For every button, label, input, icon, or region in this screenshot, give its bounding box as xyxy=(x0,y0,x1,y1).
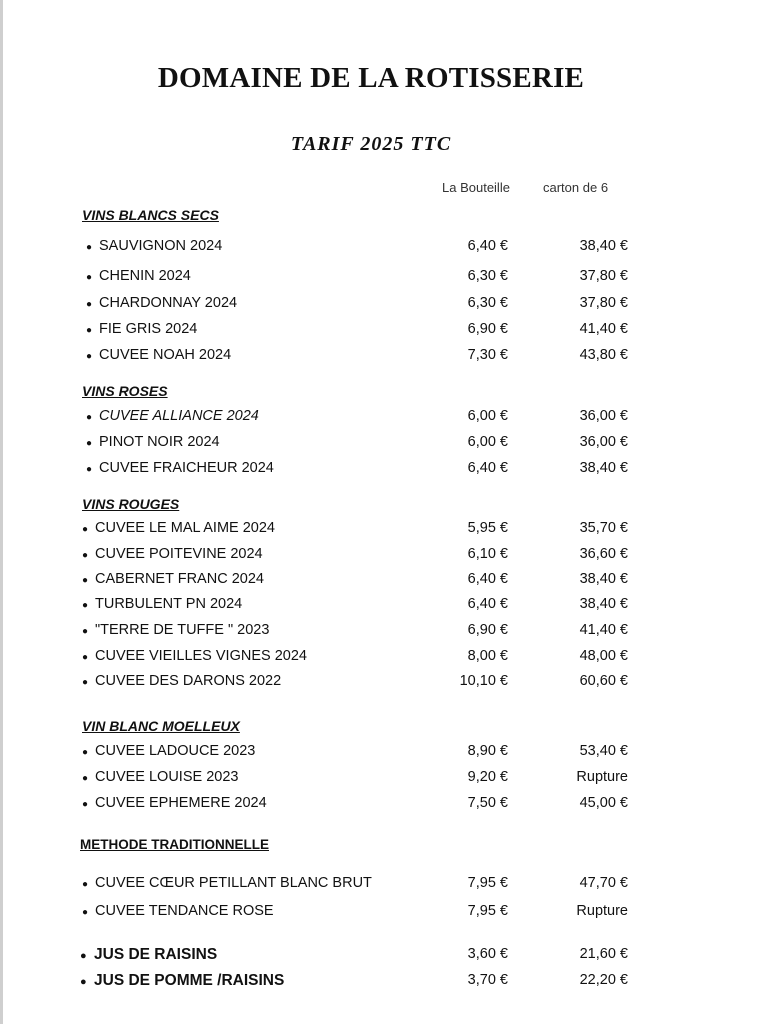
wine-row xyxy=(0,743,776,765)
wine-row xyxy=(0,673,776,695)
bullet-icon: ● xyxy=(82,677,89,688)
wine-row xyxy=(0,238,776,260)
bottle-price: 5,95 € xyxy=(467,520,508,536)
bullet-icon: ● xyxy=(86,242,93,253)
wine-row xyxy=(0,571,776,593)
carton-price: 36,00 € xyxy=(579,434,628,450)
wine-name: CUVEE FRAICHEUR 2024 xyxy=(99,460,274,476)
wine-row xyxy=(0,460,776,482)
carton-price: 41,40 € xyxy=(579,622,628,638)
bottle-price: 7,95 € xyxy=(467,875,508,891)
bottle-price: 10,10 € xyxy=(459,673,508,689)
wine-row xyxy=(0,769,776,791)
bottle-price: 6,40 € xyxy=(467,571,508,587)
wine-name: CUVEE LOUISE 2023 xyxy=(95,769,239,785)
wine-row xyxy=(0,546,776,568)
wine-name: CUVEE EPHEMERE 2024 xyxy=(95,795,267,811)
price-list-subtitle: TARIF 2025 TTC xyxy=(290,133,452,155)
wine-name: CUVEE TENDANCE ROSE xyxy=(95,903,274,919)
wine-row xyxy=(0,795,776,817)
carton-price: 22,20 € xyxy=(579,972,628,988)
bottle-price: 3,70 € xyxy=(467,972,508,988)
wine-name: CUVEE LE MAL AIME 2024 xyxy=(95,520,275,536)
carton-price: 36,60 € xyxy=(579,546,628,562)
wine-name: CUVEE ALLIANCE 2024 xyxy=(99,408,259,424)
bottle-price: 6,10 € xyxy=(467,546,508,562)
wine-name: "TERRE DE TUFFE " 2023 xyxy=(95,622,270,638)
column-header-bottle: La Bouteille xyxy=(442,180,510,195)
bullet-icon: ● xyxy=(82,773,89,784)
juice-row xyxy=(0,946,776,968)
section-title-roses: VINS ROSES xyxy=(82,383,168,399)
juice-row xyxy=(0,972,776,994)
carton-price: Rupture xyxy=(576,903,628,919)
juice-name: JUS DE RAISINS xyxy=(94,946,218,963)
bottle-price: 6,40 € xyxy=(467,238,508,254)
wine-name: CHARDONNAY 2024 xyxy=(99,295,238,311)
bottle-price: 7,95 € xyxy=(467,903,508,919)
bottle-price: 6,40 € xyxy=(467,596,508,612)
bullet-icon: ● xyxy=(82,907,89,918)
wine-name: SAUVIGNON 2024 xyxy=(99,238,223,254)
carton-price: 60,60 € xyxy=(579,673,628,689)
bullet-icon: ● xyxy=(86,272,93,283)
bullet-icon: ● xyxy=(82,799,89,810)
wine-name: CUVEE POITEVINE 2024 xyxy=(95,546,263,562)
wine-name: CUVEE NOAH 2024 xyxy=(99,347,232,363)
carton-price: 37,80 € xyxy=(579,295,628,311)
bottle-price: 6,30 € xyxy=(467,295,508,311)
wine-row xyxy=(0,520,776,542)
bullet-icon: ● xyxy=(86,325,93,336)
carton-price: 36,00 € xyxy=(579,408,628,424)
carton-price: 37,80 € xyxy=(579,268,628,284)
bottle-price: 9,20 € xyxy=(467,769,508,785)
wine-row xyxy=(0,321,776,343)
bullet-icon: ● xyxy=(86,438,93,449)
wine-row xyxy=(0,434,776,456)
bottle-price: 8,00 € xyxy=(467,648,508,664)
page-title: DOMAINE DE LA ROTISSERIE xyxy=(157,62,585,94)
wine-row xyxy=(0,268,776,290)
bullet-icon: ● xyxy=(82,550,89,561)
wine-row xyxy=(0,295,776,317)
juice-name: JUS DE POMME /RAISINS xyxy=(94,972,285,989)
bottle-price: 7,30 € xyxy=(467,347,508,363)
column-header-carton: carton de 6 xyxy=(543,180,609,195)
bullet-icon: ● xyxy=(82,524,89,535)
bullet-icon: ● xyxy=(86,351,93,362)
carton-price: 48,00 € xyxy=(579,648,628,664)
carton-price: 38,40 € xyxy=(579,460,628,476)
carton-price: 38,40 € xyxy=(579,571,628,587)
bullet-icon: ● xyxy=(82,879,89,890)
carton-price: 21,60 € xyxy=(579,946,628,962)
bullet-icon: ● xyxy=(82,747,89,758)
wine-name: PINOT NOIR 2024 xyxy=(99,434,220,450)
carton-price: 43,80 € xyxy=(579,347,628,363)
wine-name: CABERNET FRANC 2024 xyxy=(95,571,264,587)
wine-row xyxy=(0,408,776,430)
bullet-icon: ● xyxy=(82,652,89,663)
bullet-icon: ● xyxy=(80,950,87,962)
bottle-price: 6,00 € xyxy=(467,408,508,424)
wine-row xyxy=(0,648,776,670)
bottle-price: 6,00 € xyxy=(467,434,508,450)
bullet-icon: ● xyxy=(86,299,93,310)
carton-price: 35,70 € xyxy=(579,520,628,536)
carton-price: 47,70 € xyxy=(579,875,628,891)
wine-name: TURBULENT PN 2024 xyxy=(95,596,243,612)
bottle-price: 6,90 € xyxy=(467,622,508,638)
bullet-icon: ● xyxy=(80,976,87,988)
wine-name: CUVEE DES DARONS 2022 xyxy=(95,673,282,689)
bottle-price: 7,50 € xyxy=(467,795,508,811)
bottle-price: 6,30 € xyxy=(467,268,508,284)
section-title-blancs: VINS BLANCS SECS xyxy=(82,207,219,223)
bullet-icon: ● xyxy=(86,464,93,475)
carton-price: Rupture xyxy=(576,769,628,785)
bottle-price: 3,60 € xyxy=(467,946,508,962)
wine-name: CUVEE VIEILLES VIGNES 2024 xyxy=(95,648,307,664)
wine-row xyxy=(0,622,776,644)
carton-price: 53,40 € xyxy=(579,743,628,759)
section-title-methode: METHODE TRADITIONNELLE xyxy=(80,837,269,852)
carton-price: 41,40 € xyxy=(579,321,628,337)
bullet-icon: ● xyxy=(82,600,89,611)
section-title-rouges: VINS ROUGES xyxy=(82,496,180,512)
bottle-price: 8,90 € xyxy=(467,743,508,759)
bottle-price: 6,40 € xyxy=(467,460,508,476)
wine-name: CUVEE CŒUR PETILLANT BLANC BRUT xyxy=(95,875,372,891)
bullet-icon: ● xyxy=(82,575,89,586)
wine-row xyxy=(0,875,776,897)
section-title-moelleux: VIN BLANC MOELLEUX xyxy=(82,718,240,734)
wine-name: FIE GRIS 2024 xyxy=(99,321,198,337)
carton-price: 38,40 € xyxy=(579,596,628,612)
wine-row xyxy=(0,347,776,369)
carton-price: 38,40 € xyxy=(579,238,628,254)
wine-row xyxy=(0,596,776,618)
bullet-icon: ● xyxy=(86,412,93,423)
wine-row xyxy=(0,903,776,925)
wine-name: CUVEE LADOUCE 2023 xyxy=(95,743,256,759)
wine-name: CHENIN 2024 xyxy=(99,268,191,284)
carton-price: 45,00 € xyxy=(579,795,628,811)
bullet-icon: ● xyxy=(82,626,89,637)
bottle-price: 6,90 € xyxy=(467,321,508,337)
